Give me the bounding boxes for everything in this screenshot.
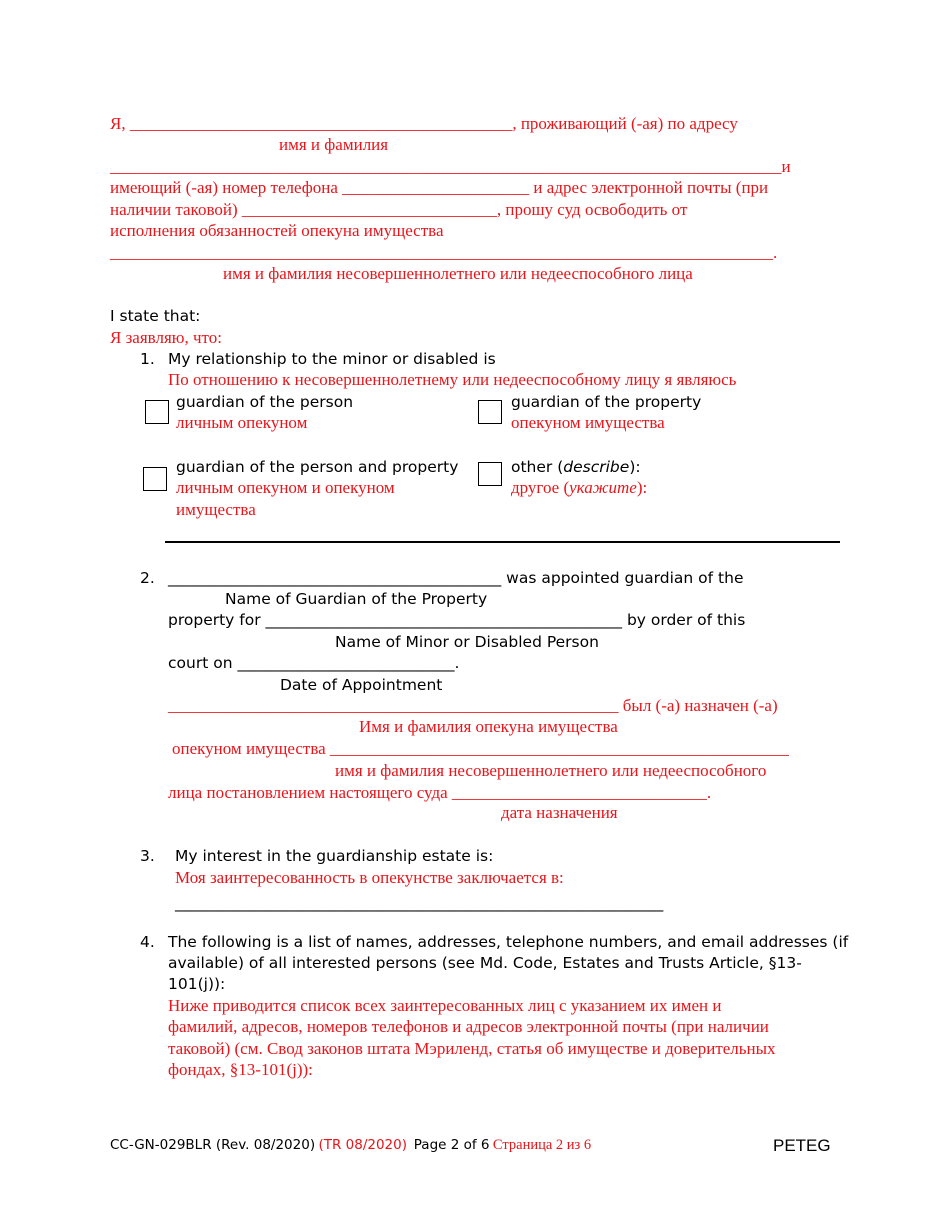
item4-ru-1: Ниже приводится список всех заинтересованных лиц с указанием их имен и bbox=[168, 996, 722, 1015]
item4-ru-3: таковой) (см. Свод законов штата Мэриленд, статья об имуществе и доверительных bbox=[168, 1039, 776, 1058]
intro-line-4: наличии таковой) ______________________________, прошу суд освободить от bbox=[110, 200, 688, 219]
item3-question-en: My interest in the guardianship estate is: bbox=[175, 847, 494, 865]
checkbox-guardian-person-property[interactable] bbox=[143, 467, 167, 491]
item4-ru-2: фамилий, адресов, номеров телефонов и адресов электронной почты (при наличии bbox=[168, 1017, 769, 1036]
item1-question-ru: По отношению к несовершеннолетнему или недееспособному лицу я являюсь bbox=[168, 370, 737, 389]
item2-line-1: ___________________________________________ was appointed guardian of the bbox=[168, 569, 744, 587]
item4-en-1: The following is a list of names, addresses, telephone numbers, and email addresses (if bbox=[168, 933, 849, 951]
item2-caption-minor: Name of Minor or Disabled Person bbox=[335, 633, 599, 651]
intro-line-2: _______________________________________________________________________________и bbox=[110, 157, 791, 176]
item2-number: 2. bbox=[140, 569, 155, 587]
item4-number: 4. bbox=[140, 933, 155, 951]
item3-number: 3. bbox=[140, 847, 155, 865]
item2-line-3: court on ____________________________. bbox=[168, 654, 460, 672]
item2-ru-caption-guardian: Имя и фамилия опекуна имущества bbox=[359, 717, 618, 736]
footer-page-en: Page 2 of 6 bbox=[413, 1137, 490, 1153]
item4-en-2: available) of all interested persons (see Md. Code, Estates and Trusts Article, §13- bbox=[168, 954, 802, 972]
state-en: I state that: bbox=[110, 307, 201, 325]
checkbox-guardian-property[interactable] bbox=[478, 400, 502, 424]
checkbox-other[interactable] bbox=[478, 462, 502, 486]
footer-form-number: CC-GN-029BLR (Rev. 08/2020) bbox=[110, 1137, 316, 1153]
intro-line-6: ______________________________________________________________________________. bbox=[110, 243, 778, 262]
item1-number: 1. bbox=[140, 350, 155, 368]
opt2-en: guardian of the property bbox=[511, 393, 702, 411]
other-describe-line[interactable] bbox=[165, 541, 840, 543]
item2-ru-caption-date: дата назначения bbox=[501, 803, 618, 822]
item4-en-3: 101(j)): bbox=[168, 975, 226, 993]
item2-caption-date: Date of Appointment bbox=[280, 676, 443, 694]
footer-form-code: PETEG bbox=[773, 1136, 831, 1155]
footer-tr: (TR 08/2020) bbox=[318, 1137, 408, 1153]
footer-page-ru: Страница 2 из 6 bbox=[492, 1137, 592, 1153]
item2-ru-caption-minor: имя и фамилия несовершеннолетнего или недееспособного bbox=[335, 761, 767, 780]
opt4-ru: другое (укажите): bbox=[511, 478, 648, 497]
opt2-ru: опекуном имущества bbox=[511, 413, 665, 432]
item4-ru-4: фондах, §13-101(j)): bbox=[168, 1060, 313, 1079]
opt3-ru-2: имущества bbox=[176, 500, 256, 519]
item2-caption-guardian: Name of Guardian of the Property bbox=[225, 590, 488, 608]
footer bbox=[110, 1136, 591, 1154]
item2-ru-line-2: опекуном имущества ______________________________________________________ bbox=[172, 739, 789, 758]
intro-caption-minor: имя и фамилия несовершеннолетнего или недееспособного лица bbox=[223, 264, 693, 283]
opt1-ru: личным опекуном bbox=[176, 413, 308, 432]
item2-ru-line-1: _____________________________________________________ был (-а) назначен (-а) bbox=[168, 696, 778, 715]
state-ru: Я заявляю, что: bbox=[110, 328, 222, 347]
intro-line-1: Я, _____________________________________________, проживающий (-ая) по адресу bbox=[110, 114, 738, 133]
opt1-en: guardian of the person bbox=[176, 393, 354, 411]
checkbox-guardian-person[interactable] bbox=[145, 400, 169, 424]
intro-caption-name: имя и фамилия bbox=[279, 135, 389, 154]
opt3-en: guardian of the person and property bbox=[176, 458, 459, 476]
intro-line-5: исполнения обязанностей опекуна имущества bbox=[110, 221, 444, 240]
item3-question-ru: Моя заинтересованность в опекунстве заключается в: bbox=[175, 868, 564, 887]
item2-line-2: property for ______________________________________________ by order of this bbox=[168, 611, 746, 629]
opt4-en: other (describe): bbox=[511, 458, 641, 476]
intro-line-3: имеющий (-ая) номер телефона ______________________ и адрес электронной почты (при bbox=[110, 178, 769, 197]
item3-answer-line[interactable]: _______________________________________________________________ bbox=[175, 894, 664, 912]
item1-question-en: My relationship to the minor or disabled is bbox=[168, 350, 496, 368]
item2-ru-line-3: лица постановлением настоящего суда ______________________________. bbox=[168, 783, 712, 802]
opt3-ru-1: личным опекуном и опекуном bbox=[176, 478, 395, 497]
